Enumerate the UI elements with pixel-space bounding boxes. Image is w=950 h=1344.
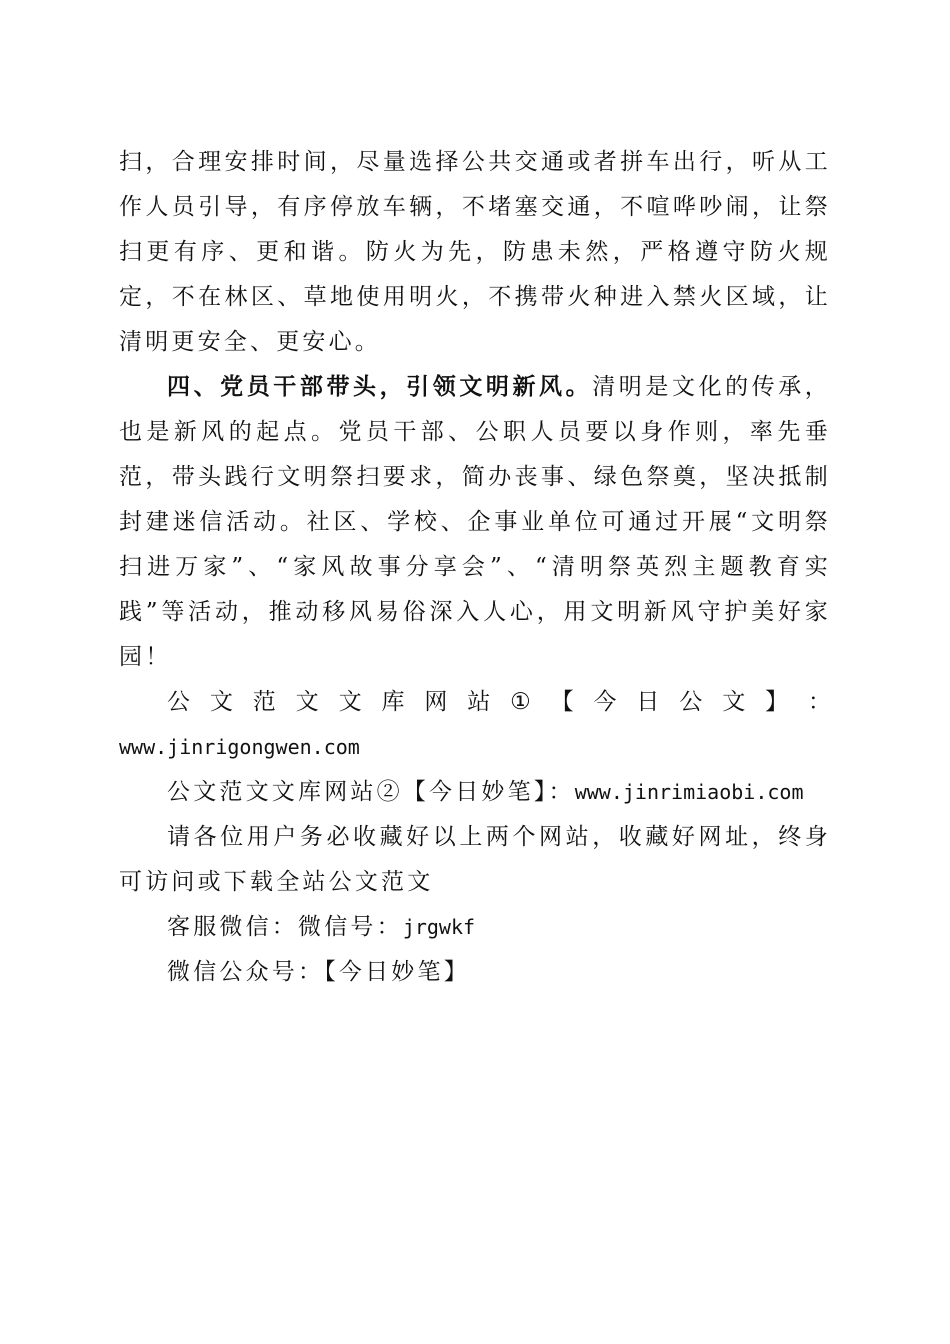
site2-line [119,770,831,815]
site1-char: ： [807,689,831,715]
site1-char: 】 [765,689,789,715]
notice-paragraph: 请各位用户务必收藏好以上两个网站，收藏好网址，终身可访问或下载全站公文范文 [119,824,831,895]
official-account-line: 微信公众号：【今日妙笔】 [167,959,470,985]
site1-char: 今 [593,689,617,715]
wechat-line [119,905,831,950]
site1-char: 文 [209,689,233,715]
site1-line [119,680,831,725]
site1-url[interactable]: www.jinrigongwen.com [119,735,360,759]
site1-char: 库 [381,689,405,715]
site1-char: 网 [424,689,448,715]
site1-char: 站 [467,689,491,715]
site1-char: 文 [722,689,746,715]
site1-char: ① [510,689,531,715]
site1-char: 日 [636,689,660,715]
site1-char: 范 [252,689,276,715]
document-page [119,140,831,995]
site1-char: 【 [550,689,574,715]
wechat-label: 客服微信：微信号： [167,914,403,940]
section-four-paragraph [119,365,831,680]
site1-char: 文 [295,689,319,715]
section-four-body: 清明是文化的传承，也是新风的起点。党员干部、公职人员要以身作则，率先垂范，带头践行文明祭扫要求，简办丧事、绿色祭奠，坚决抵制封建迷信活动。社区、学校、企事业单位可通过开展“文明祭扫进万家”、“家风故事分享会”、“清明祭英烈主题教育实践”等活动，推动移风易俗深入人心，用文明新风守护美好家园！ [119,374,831,670]
site1-char: 文 [338,689,362,715]
site2-url[interactable]: www.jinrimiaobi.com [574,780,804,804]
site1-url-line [119,725,831,770]
site1-char: 公 [167,689,190,715]
paragraph-continuation: 扫，合理安排时间，尽量选择公共交通或者拼车出行，听从工作人员引导，有序停放车辆，不堵塞交通，不喧哗吵闹，让祭扫更有序、更和谐。防火为先，防患未然，严格遵守防火规定，不在林区、草地使用明火，不携带火种进入禁火区域，让清明更安全、更安心。 [119,149,831,355]
site2-label: 公文范文文库网站②【今日妙笔】： [167,779,575,805]
site1-char: 公 [679,689,703,715]
section-four-heading: 四、党员干部带头，引领文明新风。 [167,374,593,400]
wechat-id: jrgwkf [402,915,476,939]
